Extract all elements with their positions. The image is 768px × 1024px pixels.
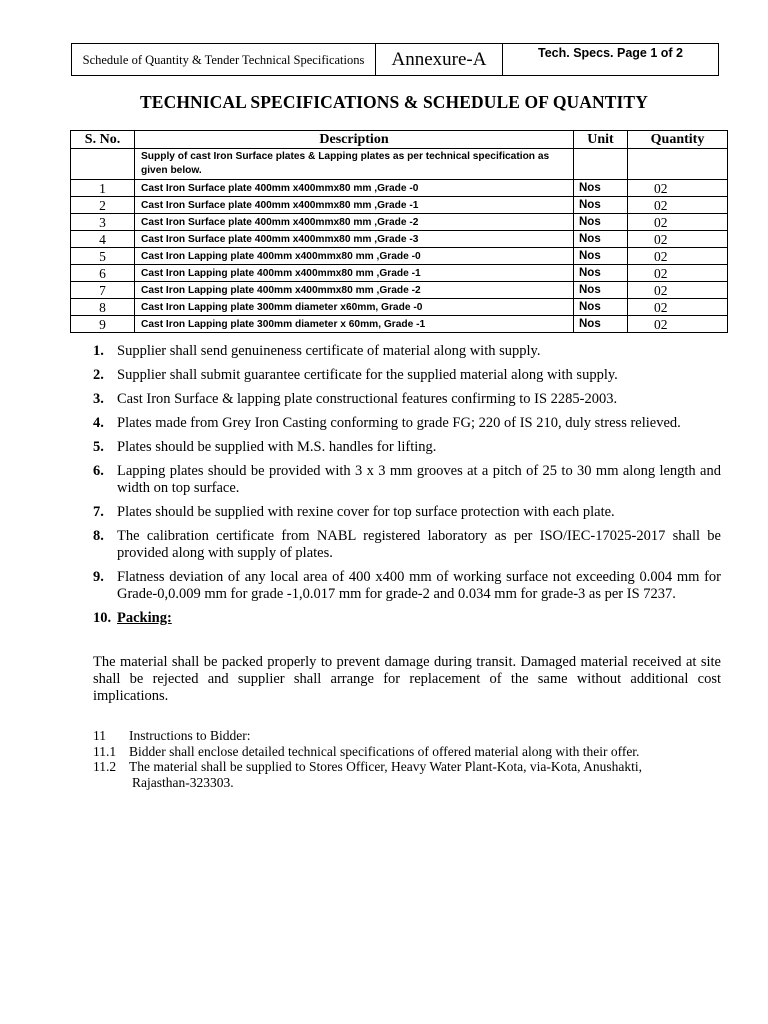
row-quantity: 02: [628, 282, 728, 299]
row-unit: Nos: [574, 231, 628, 248]
row-description: Cast Iron Surface plate 400mm x400mmx80 mm ,Grade -2: [135, 214, 574, 231]
table-row: [71, 214, 728, 231]
table-intro-row: [71, 149, 728, 180]
item-number: 1.: [93, 343, 104, 359]
row-description: Cast Iron Lapping plate 400mm x400mmx80 mm ,Grade -1: [135, 265, 574, 282]
row-description: Cast Iron Lapping plate 400mm x400mmx80 mm ,Grade -2: [135, 282, 574, 299]
item-text: Cast Iron Surface & lapping plate constructional features confirming to IS 2285-2003.: [117, 391, 618, 407]
table-row: [71, 197, 728, 214]
item-number: 9.: [93, 569, 104, 585]
list-item: [93, 504, 721, 521]
row-unit: Nos: [574, 282, 628, 299]
instruction-number: 11.1: [93, 743, 117, 759]
item-number: 3.: [93, 391, 104, 407]
row-quantity: 02: [628, 180, 728, 197]
row-description: Cast Iron Surface plate 400mm x400mmx80 mm ,Grade -1: [135, 197, 574, 214]
instruction-item: [93, 744, 721, 760]
list-item: [93, 528, 721, 562]
table-row: [71, 231, 728, 248]
instruction-number: 11.2: [93, 759, 117, 774]
row-quantity: 02: [628, 265, 728, 282]
document-header: [71, 43, 719, 76]
item-text: Plates should be supplied with rexine cover for top surface protection with each plate.: [117, 504, 615, 520]
instructions-title: Instructions to Bidder:: [129, 728, 251, 743]
document-title: TECHNICAL SPECIFICATIONS & SCHEDULE OF QUANTITY: [140, 92, 648, 112]
item-number: 2.: [93, 367, 104, 383]
row-sno: 9: [71, 316, 135, 333]
item-text: Plates made from Grey Iron Casting conforming to grade FG; 220 of IS 210, duly stress relieved.: [117, 415, 681, 431]
item-number: 5.: [93, 439, 104, 455]
row-unit: Nos: [574, 299, 628, 316]
row-sno: 8: [71, 299, 135, 316]
instructions-number: 11: [93, 728, 106, 743]
page-indicator: Tech. Specs. Page 1 of 2: [538, 46, 683, 60]
instruction-continuation: Rajasthan-323303.: [132, 774, 234, 790]
item-number: 6.: [93, 463, 104, 479]
column-header-unit: Unit: [574, 131, 628, 149]
packing-paragraph: The material shall be packed properly to prevent damage during transit. Damaged material received at site shall be rejected and supplier shall arrange for replacement of the same without additional cost implications.: [93, 654, 721, 704]
row-unit: Nos: [574, 316, 628, 333]
list-item: [93, 439, 721, 456]
intro-sno-cell: [71, 149, 135, 180]
intro-description: Supply of cast Iron Surface plates & Lapping plates as per technical specification as given below.: [135, 149, 574, 180]
row-unit: Nos: [574, 180, 628, 197]
item-text: Lapping plates should be provided with 3 x 3 mm grooves at a pitch of 25 to 30 mm along length and width on top surface.: [117, 463, 721, 496]
row-description: Cast Iron Lapping plate 400mm x400mmx80 mm ,Grade -0: [135, 248, 574, 265]
item-text: Plates should be supplied with M.S. handles for lifting.: [117, 439, 437, 455]
table-row: [71, 180, 728, 197]
row-unit: Nos: [574, 197, 628, 214]
row-sno: 6: [71, 265, 135, 282]
instruction-text: The material shall be supplied to Stores Officer, Heavy Water Plant-Kota, via-Kota, Anushakti,: [129, 759, 642, 774]
row-description: Cast Iron Surface plate 400mm x400mmx80 mm ,Grade -0: [135, 180, 574, 197]
column-header-quantity: Quantity: [628, 131, 728, 149]
instructions-heading: [93, 728, 721, 744]
item-number: 7.: [93, 504, 104, 520]
column-header-description: Description: [135, 131, 574, 149]
intro-qty-cell: [628, 149, 728, 180]
row-quantity: 02: [628, 231, 728, 248]
item-text: Supplier shall submit guarantee certificate for the supplied material along with supply.: [117, 367, 618, 383]
row-sno: 7: [71, 282, 135, 299]
specification-list: [93, 343, 721, 634]
row-description: Cast Iron Lapping plate 300mm diameter x60mm, Grade -0: [135, 299, 574, 316]
item-text: Flatness deviation of any local area of 400 x400 mm of working surface not exceeding 0.004 mm for Grade-0,0.009 mm for grade -1,0.017 mm for grade-2 and 0.034 mm for grade-3 as per IS 7237.: [117, 569, 721, 602]
column-header-sno: S. No.: [71, 131, 135, 149]
list-item: [93, 367, 721, 384]
list-item: [93, 391, 721, 408]
table-row: [71, 265, 728, 282]
bidder-instructions: [93, 728, 721, 790]
row-quantity: 02: [628, 316, 728, 333]
item-number: 10.: [93, 610, 112, 626]
row-unit: Nos: [574, 265, 628, 282]
row-sno: 1: [71, 180, 135, 197]
table-row: [71, 316, 728, 333]
list-item: [93, 343, 721, 360]
row-quantity: 02: [628, 197, 728, 214]
row-unit: Nos: [574, 214, 628, 231]
table-row: [71, 299, 728, 316]
table-row: [71, 248, 728, 265]
list-item: [93, 415, 721, 432]
item-number: 8.: [93, 528, 104, 544]
table-header-row: [71, 131, 728, 149]
item-text: The calibration certificate from NABL registered laboratory as per ISO/IEC-17025-2017 shall be provided along with supply of plates.: [117, 528, 721, 561]
annexure-label: Annexure-A: [376, 44, 503, 75]
schedule-table: [70, 130, 728, 333]
row-sno: 5: [71, 248, 135, 265]
row-sno: 3: [71, 214, 135, 231]
row-quantity: 02: [628, 248, 728, 265]
list-item: [93, 463, 721, 497]
instruction-item: [93, 759, 721, 775]
list-item: [93, 610, 721, 627]
row-sno: 4: [71, 231, 135, 248]
row-description: Cast Iron Lapping plate 300mm diameter x 60mm, Grade -1: [135, 316, 574, 333]
instruction-text: Bidder shall enclose detailed technical specifications of offered material along with their offer.: [129, 743, 640, 759]
row-quantity: 02: [628, 214, 728, 231]
row-sno: 2: [71, 197, 135, 214]
list-item: [93, 569, 721, 603]
header-left-title: Schedule of Quantity & Tender Technical Specifications: [72, 44, 376, 75]
packing-heading: Packing:: [117, 610, 172, 626]
row-quantity: 02: [628, 299, 728, 316]
row-unit: Nos: [574, 248, 628, 265]
table-row: [71, 282, 728, 299]
row-description: Cast Iron Surface plate 400mm x400mmx80 mm ,Grade -3: [135, 231, 574, 248]
item-number: 4.: [93, 415, 104, 431]
item-text: Supplier shall send genuineness certificate of material along with supply.: [117, 343, 541, 359]
intro-unit-cell: [574, 149, 628, 180]
